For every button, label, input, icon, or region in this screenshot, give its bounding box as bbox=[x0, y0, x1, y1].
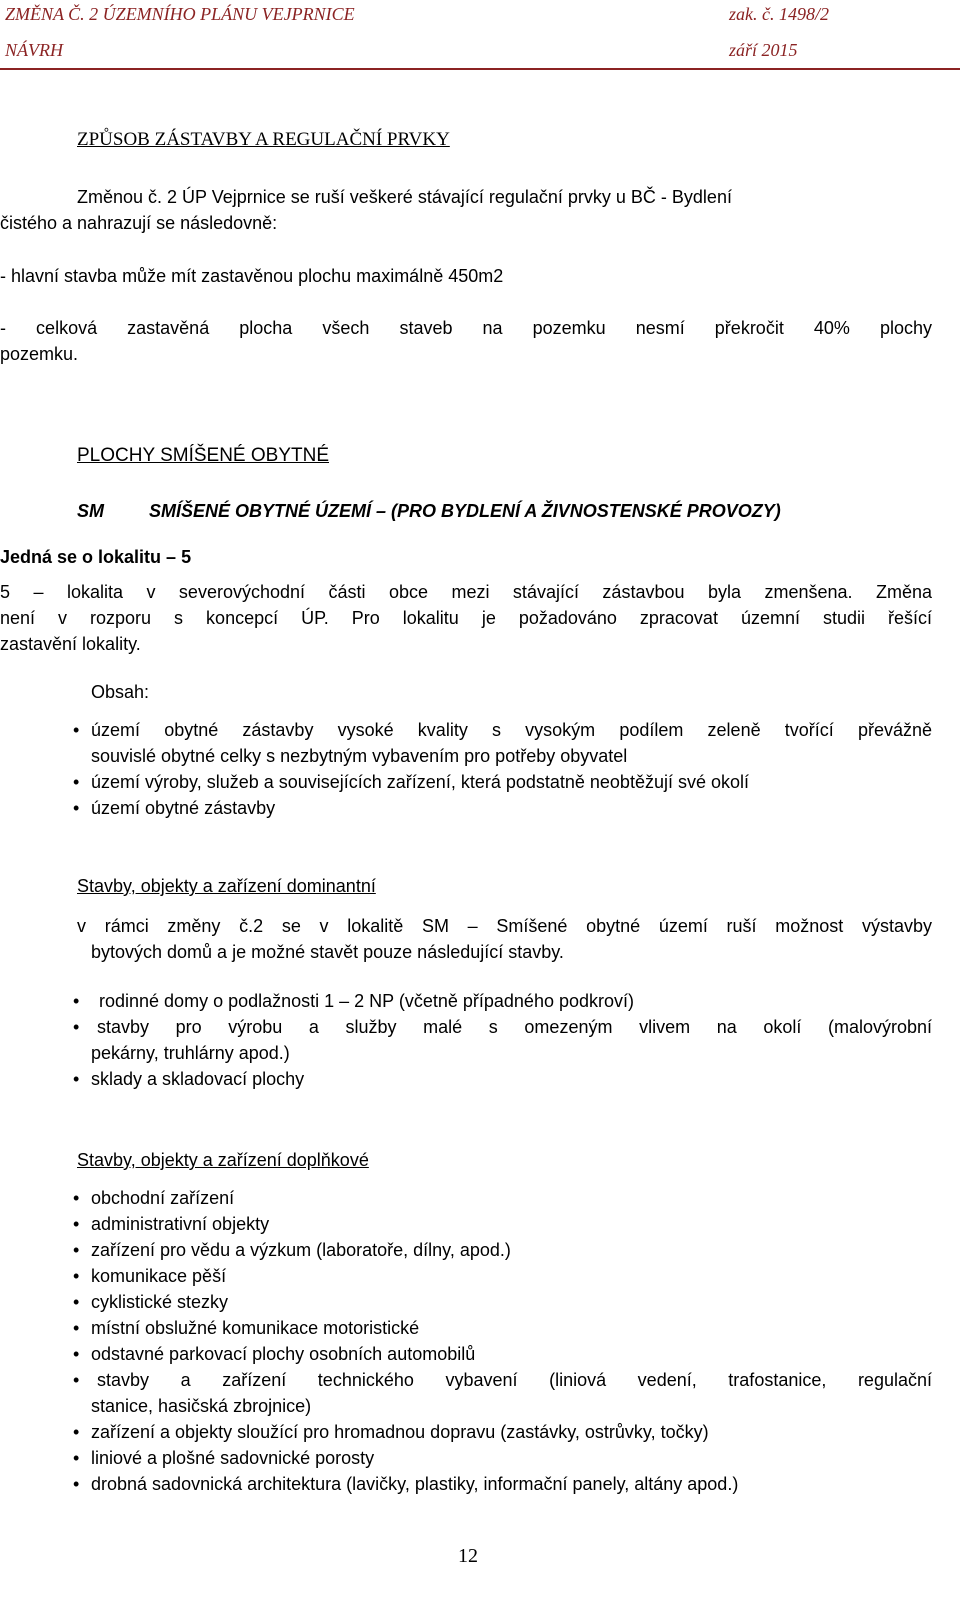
list-item-line: • komunikace pěší bbox=[91, 1266, 227, 1286]
list-item bbox=[73, 717, 932, 769]
section-title-mixed-residential: PLOCHY SMÍŠENÉ OBYTNÉ bbox=[77, 445, 329, 466]
list-item bbox=[73, 1471, 932, 1497]
list-item bbox=[73, 1445, 932, 1471]
list-item bbox=[73, 1263, 932, 1289]
contents-list bbox=[73, 717, 932, 821]
list-item-line: • zařízení pro vědu a výzkum (laboratoře, dílny, apod.) bbox=[91, 1240, 511, 1260]
paragraph-intro bbox=[0, 184, 936, 236]
header-date: září 2015 bbox=[729, 40, 798, 60]
list-item-line: • zařízení a objekty sloužící pro hromadnou dopravu (zastávky, ostrůvky, točky) bbox=[91, 1422, 709, 1442]
list-item bbox=[73, 1237, 932, 1263]
list-item-line: • administrativní objekty bbox=[91, 1214, 270, 1234]
rule-item bbox=[0, 315, 932, 367]
list-item bbox=[73, 1315, 932, 1341]
list-item bbox=[73, 1014, 932, 1066]
list-item-line: • cyklistické stezky bbox=[91, 1292, 229, 1312]
list-item-line: pekárny, truhlárny apod.) bbox=[91, 1043, 290, 1063]
rule-item-line: pozemku. bbox=[0, 344, 79, 364]
paragraph-intro-line: čistého a nahrazují se následovně: bbox=[0, 213, 278, 233]
list-item bbox=[73, 1289, 932, 1315]
list-item-line: • sklady a skladovací plochy bbox=[91, 1069, 305, 1089]
list-item-line: • území výroby, služeb a souvisejících zařízení, která podstatně neobtěžují své okolí bbox=[91, 772, 750, 792]
list-item-line: • liniové a plošné sadovnické porosty bbox=[91, 1448, 375, 1468]
dominant-intro bbox=[77, 913, 932, 965]
list-item-line: • stavby pro výrobu a služby malé s omezeným vlivem na okolí (malovýrobní bbox=[97, 1017, 932, 1037]
header-status: NÁVRH bbox=[5, 40, 63, 60]
locality-line: není v rozporu s koncepcí ÚP. Pro lokalitu je požadováno zpracovat územní studii řešící bbox=[0, 608, 932, 628]
auxiliary-list bbox=[73, 1185, 932, 1497]
list-item bbox=[73, 769, 932, 795]
dominant-intro-line: bytových domů a je možné stavět pouze následující stavby. bbox=[91, 942, 564, 962]
contents-label: Obsah: bbox=[91, 682, 150, 702]
section-title-regulation: ZPŮSOB ZÁSTAVBY A REGULAČNÍ PRVKY bbox=[77, 129, 450, 150]
list-item-line: • místní obslužné komunikace motoristické bbox=[91, 1318, 420, 1338]
list-item-line: souvislé obytné celky s nezbytným vybavením pro potřeby obyvatel bbox=[91, 746, 628, 766]
section-title-dominant: Stavby, objekty a zařízení dominantní bbox=[77, 876, 376, 896]
header-contract-number: zak. č. 1498/2 bbox=[729, 4, 829, 24]
list-item-line: • území obytné zástavby bbox=[91, 798, 276, 818]
rule-item-line: - celková zastavěná plocha všech staveb na pozemku nesmí překročit 40% plochy bbox=[0, 318, 932, 338]
list-item bbox=[73, 795, 932, 821]
list-item bbox=[73, 1185, 932, 1211]
header-document-title: ZMĚNA Č. 2 ÚZEMNÍHO PLÁNU VEJPRNICE bbox=[5, 4, 355, 24]
list-item-line: • odstavné parkovací plochy osobních automobilů bbox=[91, 1344, 476, 1364]
locality-line: 5 – lokalita v severovýchodní části obce mezi stávající zástavbou byla zmenšena. Změna bbox=[0, 582, 932, 602]
list-item bbox=[73, 1367, 932, 1419]
zone-description: SMÍŠENÉ OBYTNÉ ÚZEMÍ – (PRO BYDLENÍ A ŽIVNOSTENSKÉ PROVOZY) bbox=[149, 501, 781, 521]
list-item bbox=[73, 1066, 932, 1092]
header-rule bbox=[0, 68, 960, 70]
locality-heading: Jedná se o lokalitu – 5 bbox=[0, 547, 192, 567]
list-item bbox=[73, 1419, 932, 1445]
list-item-line: • stavby a zařízení technického vybavení (liniová vedení, trafostanice, regulační bbox=[97, 1370, 932, 1390]
paragraph-intro-line: Změnou č. 2 ÚP Vejprnice se ruší veškeré stávající regulační prvky u BČ - Bydlení bbox=[77, 187, 732, 207]
list-item bbox=[73, 1211, 932, 1237]
locality-line: zastavění lokality. bbox=[0, 634, 141, 654]
list-item bbox=[73, 988, 932, 1014]
dominant-intro-line: v rámci změny č.2 se v lokalitě SM – Smíšené obytné území ruší možnost výstavby bbox=[77, 916, 932, 936]
list-item-line: • obchodní zařízení bbox=[91, 1188, 235, 1208]
section-title-auxiliary: Stavby, objekty a zařízení doplňkové bbox=[77, 1150, 369, 1170]
list-item-line: • rodinné domy o podlažnosti 1 – 2 NP (včetně případného podkroví) bbox=[99, 991, 634, 1011]
locality-paragraph bbox=[0, 579, 932, 657]
dominant-list bbox=[73, 988, 932, 1092]
page-number: 12 bbox=[458, 1545, 478, 1567]
list-item bbox=[73, 1341, 932, 1367]
list-item-line: • území obytné zástavby vysoké kvality s vysokým podílem zeleně tvořící převážně bbox=[91, 720, 932, 740]
list-item-line: stanice, hasičská zbrojnice) bbox=[91, 1396, 312, 1416]
list-item-line: • drobná sadovnická architektura (lavičky, plastiky, informační panely, altány apod.) bbox=[91, 1474, 739, 1494]
rule-item: - hlavní stavba může mít zastavěnou plochu maximálně 450m2 bbox=[0, 266, 504, 286]
zone-code: SM bbox=[77, 501, 104, 521]
